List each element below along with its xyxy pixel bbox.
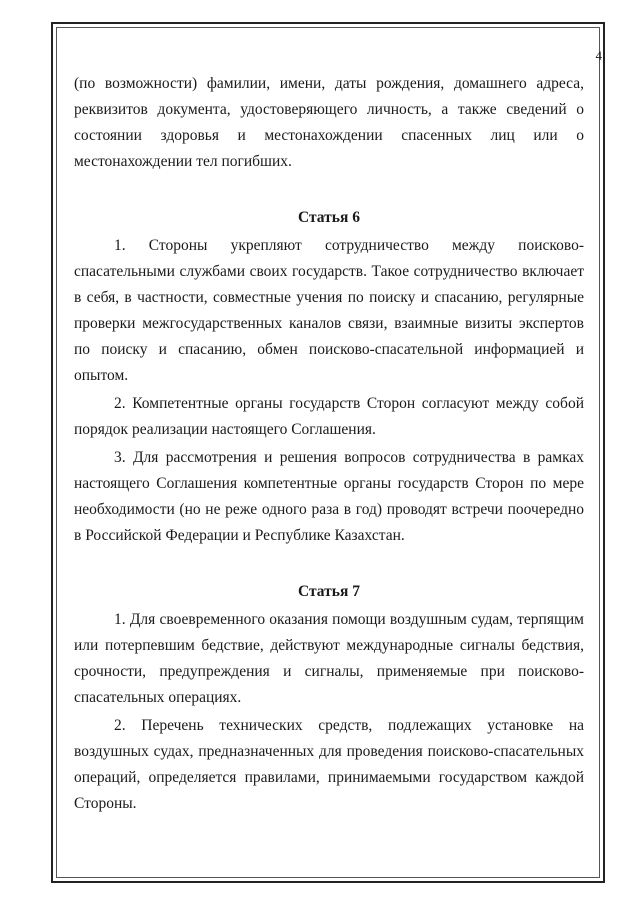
article-6-paragraph-2: 2. Компетентные органы государств Сторон согласуют между собой порядок реализации настоящего Соглашения.	[74, 395, 584, 438]
article-6-paragraph-1: 1. Стороны укрепляют сотрудничество между поисково-спасательными службами своих государств. Такое сотрудничество включает в себя, в частности, совместные учения по поиску и спасанию, регулярные проверки межгосударственных каналов связи, взаимные визиты экспертов по поиску и спасанию, обмен поисково-спасательной информацией и опытом.	[74, 237, 584, 384]
article-7-paragraph-1: 1. Для своевременного оказания помощи воздушным судам, терпящим или потерпевшим бедствие, действуют международные сигналы бедствия, срочности, предупреждения и сигналы, применяемые при поисково-спасательных операциях.	[74, 611, 584, 706]
document-body	[74, 71, 584, 817]
article-7-heading: Статья 7	[298, 583, 360, 600]
article-6-heading: Статья 6	[298, 209, 360, 226]
article-6-paragraph-3: 3. Для рассмотрения и решения вопросов сотрудничества в рамках настоящего Соглашения компетентные органы государств Сторон по мере необходимости (но не реже одного раза в год) проводят встречи поочередно в Российской Федерации и Республике Казахстан.	[74, 449, 584, 544]
article-7-paragraph-2: 2. Перечень технических средств, подлежащих установке на воздушных судах, предназначенных для проведения поисково-спасательных операций, определяется правилами, принимаемыми государством каждой Стороны.	[74, 717, 584, 812]
intro-paragraph: (по возможности) фамилии, имени, даты рождения, домашнего адреса, реквизитов документа, удостоверяющего личность, а также сведений о состоянии здоровья и местонахождении спасенных лиц или о местонахождении тел погибших.	[74, 75, 584, 170]
page-number: 4	[595, 48, 602, 63]
